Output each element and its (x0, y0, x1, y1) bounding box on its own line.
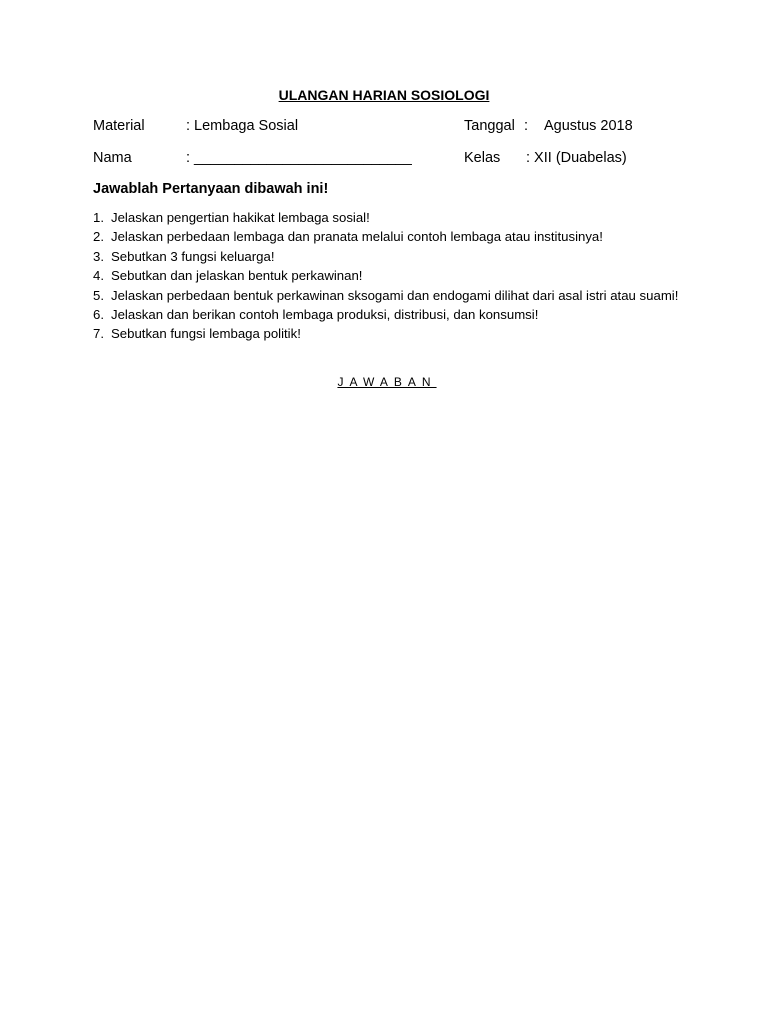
material-value: : Lembaga Sosial (186, 118, 299, 134)
question-number: 1. (93, 210, 104, 225)
question-item (93, 266, 693, 285)
instruction-text: Jawablah Pertanyaan dibawah ini! (93, 181, 329, 197)
question-text: Sebutkan 3 fungsi keluarga! (111, 248, 275, 264)
question-number: 3. (93, 248, 104, 264)
material-label: Material (93, 118, 145, 134)
question-text: Jelaskan pengertian hakikat lembaga sosial! (111, 210, 370, 225)
nama-field: : ___________________________ (186, 150, 412, 166)
tanggal-value: Agustus 2018 (544, 118, 633, 134)
question-item (93, 208, 693, 227)
question-item (93, 305, 693, 324)
tanggal-colon: : (524, 118, 529, 134)
answer-heading: JAWABAN (337, 375, 437, 389)
question-item (93, 247, 693, 266)
question-number: 6. (93, 307, 104, 323)
question-list (93, 208, 693, 344)
tanggal-label: Tanggal (464, 118, 515, 134)
question-text: Sebutkan fungsi lembaga politik! (111, 326, 301, 342)
question-number: 7. (93, 326, 104, 342)
question-item (93, 324, 693, 343)
question-item (93, 286, 679, 305)
kelas-value: : XII (Duabelas) (526, 150, 627, 166)
page-title: ULANGAN HARIAN SOSIOLOGI (278, 87, 490, 103)
question-text: Sebutkan dan jelaskan bentuk perkawinan! (111, 268, 363, 284)
question-number: 5. (93, 287, 104, 303)
question-text: Jelaskan perbedaan bentuk perkawinan sksogami dan endogami dilihat dari asal istri atau suami! (111, 287, 679, 303)
nama-label: Nama (93, 150, 132, 166)
question-text: Jelaskan perbedaan lembaga dan pranata melalui contoh lembaga atau institusinya! (111, 229, 603, 245)
question-item (93, 227, 693, 246)
kelas-label: Kelas (464, 150, 501, 166)
question-text: Jelaskan dan berikan contoh lembaga produksi, distribusi, dan konsumsi! (111, 307, 539, 323)
question-number: 4. (93, 268, 104, 284)
question-number: 2. (93, 229, 104, 245)
